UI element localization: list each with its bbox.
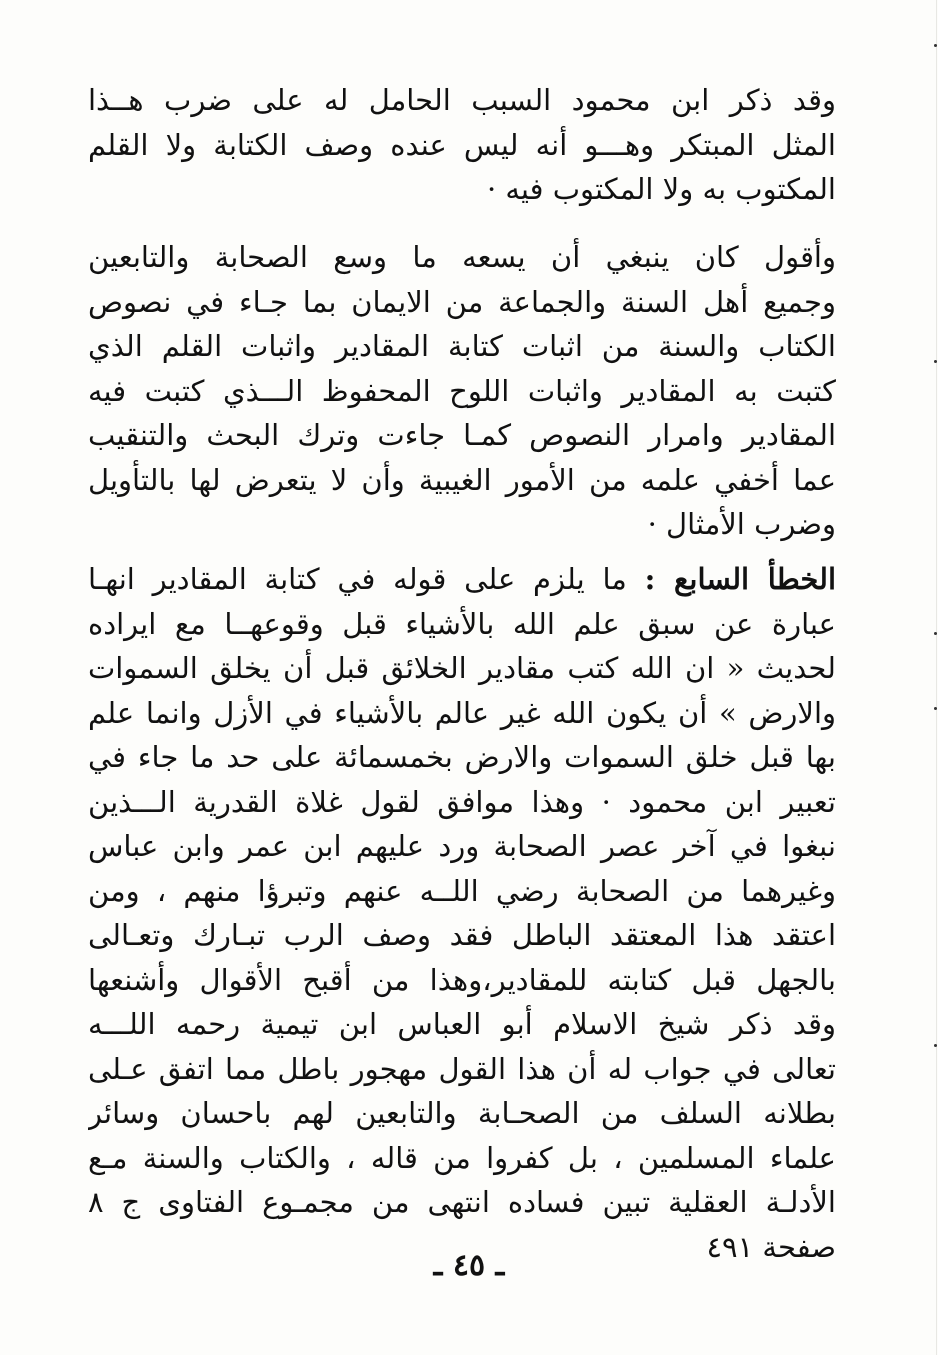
text-line: نبغوا في آخر عصر الصحابة ورد عليهم ابن عمر وابن عباس: [88, 829, 836, 863]
text-line: وضرب الأمثال ·: [647, 507, 836, 541]
text-line: الأدلـة العقلية تبين فساده انتهى من مجمـوع الفتاوى ج ٨: [88, 1185, 836, 1219]
text-line: المكتوب به ولا المكتوب فيه ·: [486, 172, 836, 206]
text-line: والارض » أن يكون الله غير عالم بالأشياء في الأزل وانما علم: [88, 695, 836, 730]
text-line: وجميع أهل السنة والجماعة من الايمان بما جـاء في نصوص: [88, 284, 836, 319]
text-line: عبارة عن سبق علم الله بالأشياء قبل وقوعهــا مع ايراده: [88, 606, 836, 641]
text-line: بها قبل خلق السموات والارض بخمسمائة على حد ما جاء في: [88, 740, 836, 774]
page-edge: [936, 0, 937, 1355]
text-line: المثل المبتكر وهـــو أنه ليس عنده وصف الكتابة ولا القلم: [88, 127, 836, 162]
margin-mark: [934, 1044, 937, 1047]
text-line: المقادير وامرار النصوص كمـا جاءت وترك البحث والتنقيب: [88, 418, 836, 452]
text-line: تعبير ابن محمود · وهذا موافق لقول غلاة القدرية الـــذين: [88, 784, 836, 819]
text-line: الكتاب والسنة من اثبات كتابة المقادير واثبات القلم الذي: [88, 329, 836, 363]
text-line-rest: ما يلزم على قوله في كتابة المقادير انهـا: [88, 562, 627, 596]
margin-mark: [934, 360, 937, 363]
text-line: صفحة ٤٩١: [706, 1229, 836, 1264]
margin-mark: [934, 707, 937, 710]
text-line: وأقول كان ينبغي أن يسعه ما وسع الصحابة والتابعين: [88, 240, 836, 274]
text-line: [88, 557, 836, 602]
text-line: بالجهل قبل كتابته للمقادير،وهذا من أقبح الأقوال وأشنعها: [88, 962, 836, 997]
text-line: اعتقد هذا المعتقد الباطل فقد وصف الرب تبـارك وتعـالى: [88, 918, 836, 952]
paragraph-3: [88, 557, 836, 1269]
text-line: تعالى في جواب له أن هذا القول مهجور باطل مما اتفق عـلى: [88, 1051, 836, 1086]
text-line: وغيرهما من الصحابة رضي اللــه عنهم وتبرؤا منهم ، ومن: [88, 873, 836, 908]
text-line: وقد ذكر ابن محمود السبب الحامل له على ضرب هــذا: [88, 83, 836, 117]
paragraph-1: [88, 78, 836, 212]
text-line: كتبت به المقادير واثبات اللوح المحفوظ الـــذي كتبت فيه: [88, 373, 836, 408]
paragraph-2: [88, 235, 836, 547]
margin-mark: [934, 632, 937, 635]
text-line: لحديث « ان الله كتب مقادير الخلائق قبل أن يخلق السموات: [88, 651, 836, 685]
page-number: ـ ٤٥ ـ: [433, 1248, 505, 1283]
text-line: وقد ذكر شيخ الاسلام أبو العباس ابن تيمية رحمه اللـــه: [88, 1007, 836, 1041]
section-heading: الخطأ السابع :: [644, 562, 836, 596]
text-line: عما أخفي علمه من الأمور الغيبية وأن لا يتعرض لها بالتأويل: [88, 462, 836, 497]
margin-mark: [934, 44, 937, 47]
text-line: بطلانه السلف من الصحـابة والتابعين لهم باحسان وسائر: [88, 1096, 836, 1130]
text-line: علماء المسلمين ، بل كفروا من قاله ، والكتاب والسنة مـع: [88, 1140, 836, 1175]
